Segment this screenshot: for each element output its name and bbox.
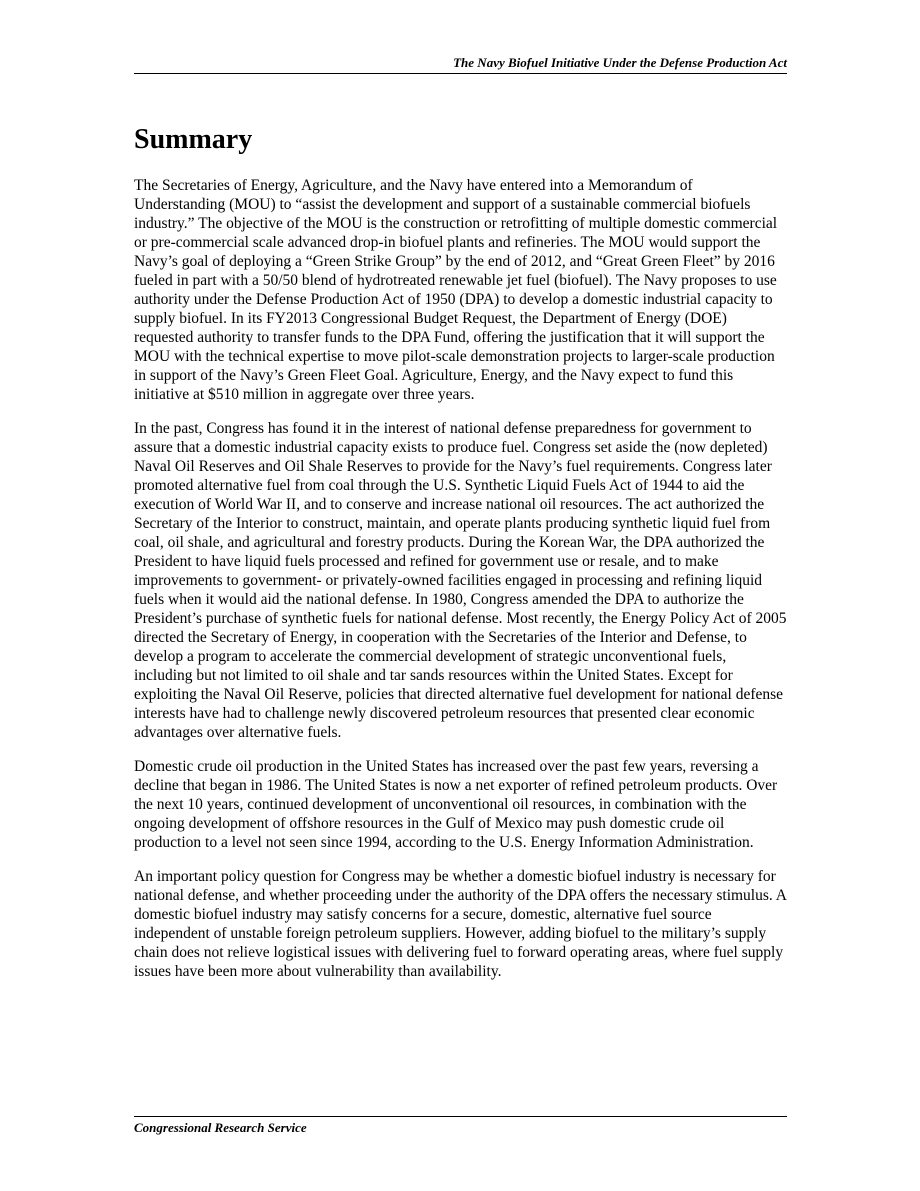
footer-rule [134, 1116, 787, 1117]
body-text [134, 176, 787, 996]
paragraph: An important policy question for Congress may be whether a domestic biofuel industry is necessary for national defense, and whether proceeding under the authority of the DPA offers the necessary stimulus. A domestic biofuel industry may satisfy concerns for a secure, domestic, alternative fuel source independent of unstable foreign petroleum suppliers. However, adding biofuel to the military’s supply chain does not relieve logistical issues with delivering fuel to forward operating areas, where fuel supply issues have been more about vulnerability than availability. [134, 868, 787, 980]
running-footer: Congressional Research Service [134, 1120, 307, 1135]
paragraph: Domestic crude oil production in the United States has increased over the past few years, reversing a decline that began in 1986. The United States is now a net exporter of refined petroleum products. Over the next 10 years, continued development of unconventional oil resources, in combination with the ongoing development of offshore resources in the Gulf of Mexico may push domestic crude oil production to a level not seen since 1994, according to the U.S. Energy Information Administration. [134, 758, 778, 851]
running-header: The Navy Biofuel Initiative Under the Defense Production Act [453, 55, 787, 70]
header-rule [134, 73, 787, 74]
page-title: Summary [134, 124, 253, 155]
paragraph: In the past, Congress has found it in the interest of national defense preparedness for government to assure that a domestic industrial capacity exists to produce fuel. Congress set aside the (now depleted) Naval Oil Reserves and Oil Shale Reserves to provide for the Navy’s fuel requirements. Congress later promoted alternative fuel from coal through the U.S. Synthetic Liquid Fuels Act of 1944 to aid the execution of World War II, and to conserve and increase national oil resources. The act authorized the Secretary of the Interior to construct, maintain, and operate plants producing synthetic liquid fuel from coal, oil shale, and agricultural and forestry products. During the Korean War, the DPA authorized the President to have liquid fuels processed and refined for government use or resale, and to make improvements to government- or privately-owned facilities engaged in processing and refining liquid fuels when it would aid the national defense. In 1980, Congress amended the DPA to authorize the President’s purchase of synthetic fuels for national defense. Most recently, the Energy Policy Act of 2005 directed the Secretary of Energy, in cooperation with the Secretaries of the Interior and Defense, to develop a program to accelerate the commercial development of strategic unconventional fuels, including but not limited to oil shale and tar sands resources within the United States. Except for exploiting the Naval Oil Reserve, policies that directed alternative fuel development for national defense interests have had to challenge newly discovered petroleum resources that presented clear economic advantages over alternative fuels. [134, 420, 787, 741]
paragraph: The Secretaries of Energy, Agriculture, and the Navy have entered into a Memorandum of Understanding (MOU) to “assist the development and support of a sustainable commercial biofuels industry.” The objective of the MOU is the construction or retrofitting of multiple domestic commercial or pre-commercial scale advanced drop-in biofuel plants and refineries. The MOU would support the Navy’s goal of deploying a “Green Strike Group” by the end of 2012, and “Great Green Fleet” by 2016 fueled in part with a 50/50 blend of hydrotreated renewable jet fuel (biofuel). The Navy proposes to use authority under the Defense Production Act of 1950 (DPA) to develop a domestic industrial capacity to supply biofuel. In its FY2013 Congressional Budget Request, the Department of Energy (DOE) requested authority to transfer funds to the DPA Fund, offering the justification that it will support the MOU with the technical expertise to move pilot-scale demonstration projects to larger-scale production in support of the Navy’s Green Fleet Goal. Agriculture, Energy, and the Navy expect to fund this initiative at $510 million in aggregate over three years. [134, 177, 778, 403]
